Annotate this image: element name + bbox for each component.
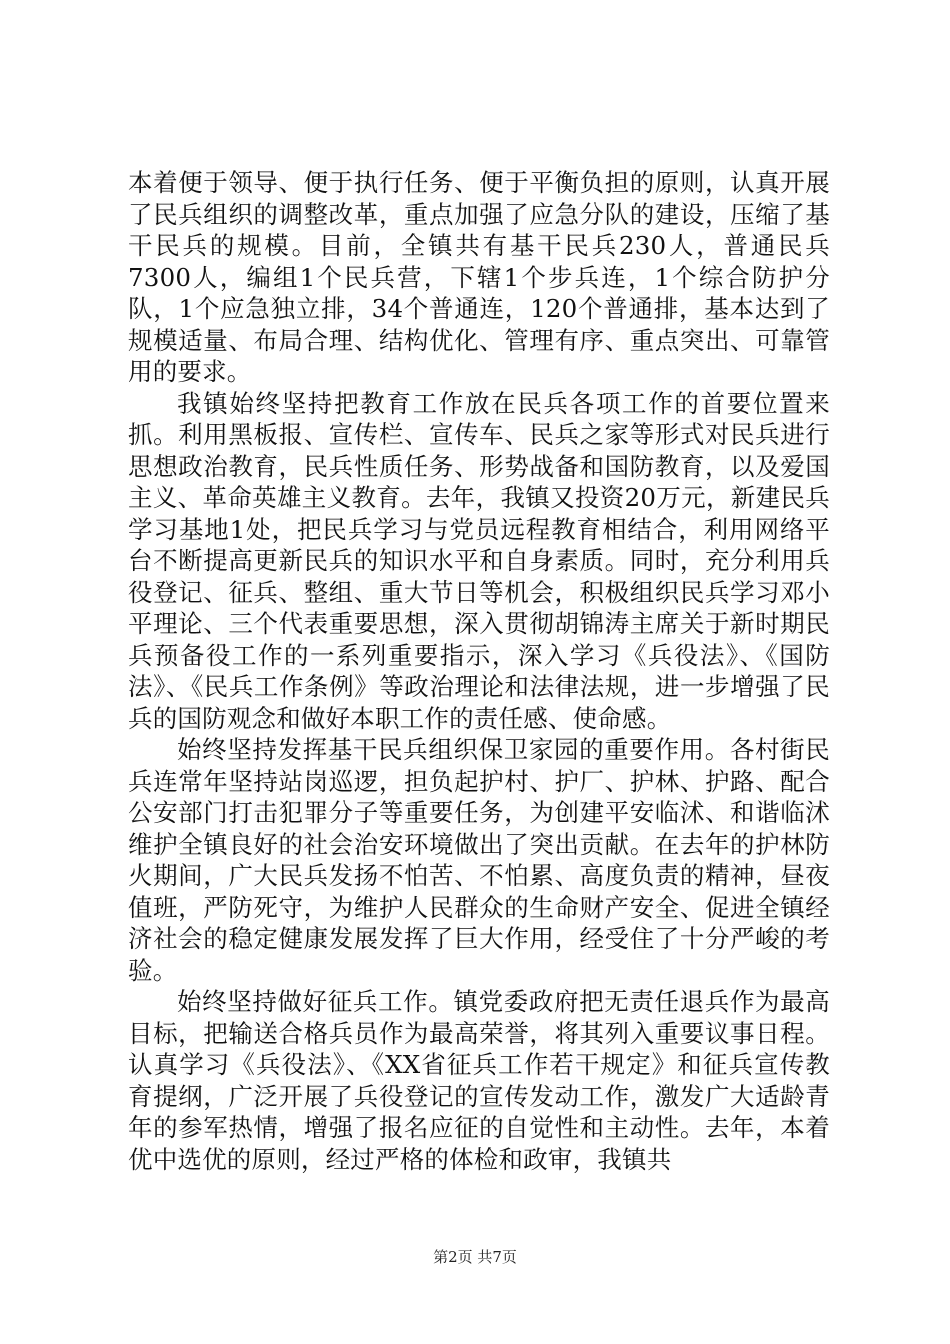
paragraph-4: 始终坚持做好征兵工作。镇党委政府把无责任退兵作为最高目标，把输送合格兵员作为最高荣誉，将其列入重要议事日程。认真学习《兵役法》、《XX省征兵工作若干规定》和征兵宣传教育提纲，广泛开展了兵役登记的宣传发动工作，激发广大适龄青年的参军热情，增强了报名应征的自觉性和主动性。去年，本着优中选优的原则，经过严格的体检和政审，我镇共	[128, 987, 830, 1174]
paragraph-2: 我镇始终坚持把教育工作放在民兵各项工作的首要位置来抓。利用黑板报、宣传栏、宣传车、民兵之家等形式对民兵进行思想政治教育，民兵性质任务、形势战备和国防教育，以及爱国主义、革命英雄主义教育。去年，我镇又投资20万元，新建民兵学习基地1处，把民兵学习与党员远程教育相结合，利用网络平台不断提高更新民兵的知识水平和自身素质。同时，充分利用兵役登记、征兵、整组、重大节日等机会，积极组织民兵学习邓小平理论、三个代表重要思想，深入贯彻胡锦涛主席关于新时期民兵预备役工作的一系列重要指示，深入学习《兵役法》、《国防法》、《民兵工作条例》等政治理论和法律法规，进一步增强了民兵的国防观念和做好本职工作的责任感、使命感。	[128, 388, 830, 733]
paragraph-1: 本着便于领导、便于执行任务、便于平衡负担的原则，认真开展了民兵组织的调整改革，重点加强了应急分队的建设，压缩了基干民兵的规模。目前，全镇共有基干民兵230人，普通民兵7300人，编组1个民兵营，下辖1个步兵连，1个综合防护分队，1个应急独立排，34个普通连，120个普通排，基本达到了规模适量、布局合理、结构优化、管理有序、重点突出、可靠管用的要求。	[128, 168, 830, 386]
paragraph-3: 始终坚持发挥基干民兵组织保卫家园的重要作用。各村街民兵连常年坚持站岗巡逻，担负起护村、护厂、护林、护路、配合公安部门打击犯罪分子等重要任务，为创建平安临沭、和谐临沭维护全镇良好的社会治安环境做出了突出贡献。在去年的护林防火期间，广大民兵发扬不怕苦、不怕累、高度负责的精神，昼夜值班，严防死守，为维护人民群众的生命财产安全、促进全镇经济社会的稳定健康发展发挥了巨大作用，经受住了十分严峻的考验。	[128, 735, 830, 985]
document-body	[128, 167, 830, 1175]
page-number-footer: 第2页 共7页	[433, 1248, 517, 1266]
